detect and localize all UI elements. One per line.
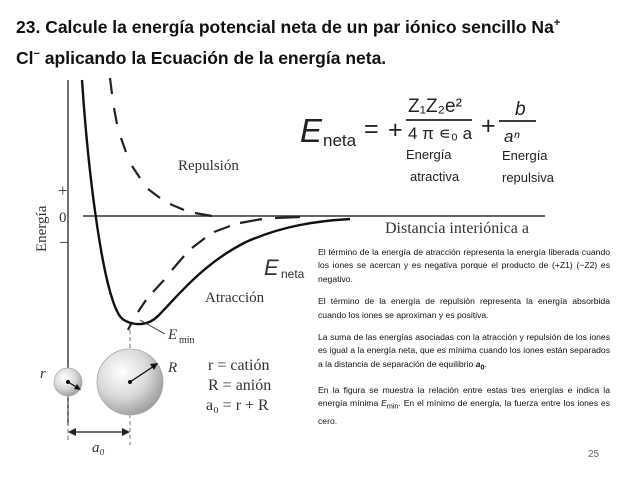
- legend-anion: R = anión: [208, 377, 272, 394]
- y-zero: 0: [59, 210, 67, 226]
- eq-label-attr-2: atractiva: [410, 169, 460, 184]
- explanation-figure-sub: min: [386, 403, 399, 412]
- eq-equals: =: [364, 115, 379, 143]
- repulsion-curve: [110, 78, 212, 216]
- page-number: 25: [588, 449, 600, 460]
- eq-num-2: b: [515, 99, 526, 120]
- title-text-2: Cl: [16, 47, 34, 68]
- eq-plus-1: +: [388, 116, 403, 144]
- explanation-figure: [318, 384, 610, 428]
- explanation-figure-text: En la figura se muestra la relación entre estas tres energías e indica la energía mínima: [318, 384, 610, 409]
- explanation-figure-var: E: [381, 398, 387, 409]
- title-text-3: aplicando la Ecuación de la energía neta.: [39, 47, 387, 68]
- explanation-figure-end: . En el mínimo de energía, la fuerza entre los iones es cero.: [318, 398, 610, 426]
- eq-lhs-sub: neta: [323, 131, 357, 150]
- eq-label-rep-2: repulsiva: [502, 170, 555, 185]
- explanation-sum-end: .: [484, 358, 487, 369]
- eq-den-1: 4 π ∊₀ a: [408, 124, 473, 143]
- attraction-label: Atracción: [205, 290, 265, 306]
- a0-label: a₀: [92, 440, 105, 456]
- y-axis-label: Energía: [34, 205, 50, 252]
- legend-a0: a₀ = r + R: [206, 397, 269, 414]
- emin-sub: mín: [179, 335, 195, 346]
- cation-r-label: r: [40, 366, 46, 382]
- a0-arrow-left: [68, 428, 76, 436]
- graph-labels: [167, 158, 305, 346]
- eq-label-rep-1: Energía: [502, 148, 548, 163]
- explanation-attraction: El término de la energía de atracción representa la energía liberada cuando los iones se acercan y es negativa porque el producto de (+Z1) (−Z2) es negativo.: [318, 247, 610, 284]
- curve-label-sub: neta: [281, 267, 305, 281]
- cation-center: [66, 380, 70, 384]
- eq-label-attr-1: Energía: [406, 147, 452, 162]
- explanation-sum-var: a: [475, 358, 481, 369]
- eq-plus-2: +: [481, 112, 496, 140]
- y-plus-sign: +: [58, 181, 68, 200]
- title-sup-plus: +: [553, 17, 561, 29]
- explanation-sum: [318, 331, 610, 375]
- legend-cation: r = catión: [208, 357, 270, 374]
- net-energy-equation: [300, 96, 555, 185]
- title-sup-minus: −: [33, 47, 40, 60]
- eq-den-2: aⁿ: [504, 127, 520, 146]
- y-minus-sign: −: [59, 233, 69, 252]
- curve-label-e: E: [264, 255, 279, 280]
- explanation-panel: [318, 246, 610, 428]
- a0-arrow-right: [122, 428, 130, 436]
- repulsion-label: Repulsión: [178, 158, 239, 174]
- explanation-sum-sub: 0: [480, 363, 485, 372]
- emin-label: E: [168, 327, 178, 343]
- title-text-1: 23. Calcule la energía potencial neta de un par iónico sencillo Na: [16, 16, 554, 37]
- ion-pair: [40, 330, 271, 456]
- explanation-repulsion: El término de la energía de repulsión representa la energía absorbida cuando los iones se aproximan y es positiva.: [318, 296, 610, 320]
- eq-num-1: Z₁Z₂e²: [408, 96, 462, 117]
- anion-r-label: R: [168, 360, 178, 376]
- explanation-sum-text: La suma de las energías asociadas con la atracción y repulsión de los iones es igual a la energía neta, que es mínima cuando los iones están separados a la distancia de separación de equilibrio: [318, 332, 610, 369]
- emin-pointer: [140, 320, 165, 334]
- x-axis-label: Distancia interiónica a: [385, 220, 529, 237]
- anion-center: [128, 380, 132, 384]
- eq-lhs-e: E: [300, 112, 323, 149]
